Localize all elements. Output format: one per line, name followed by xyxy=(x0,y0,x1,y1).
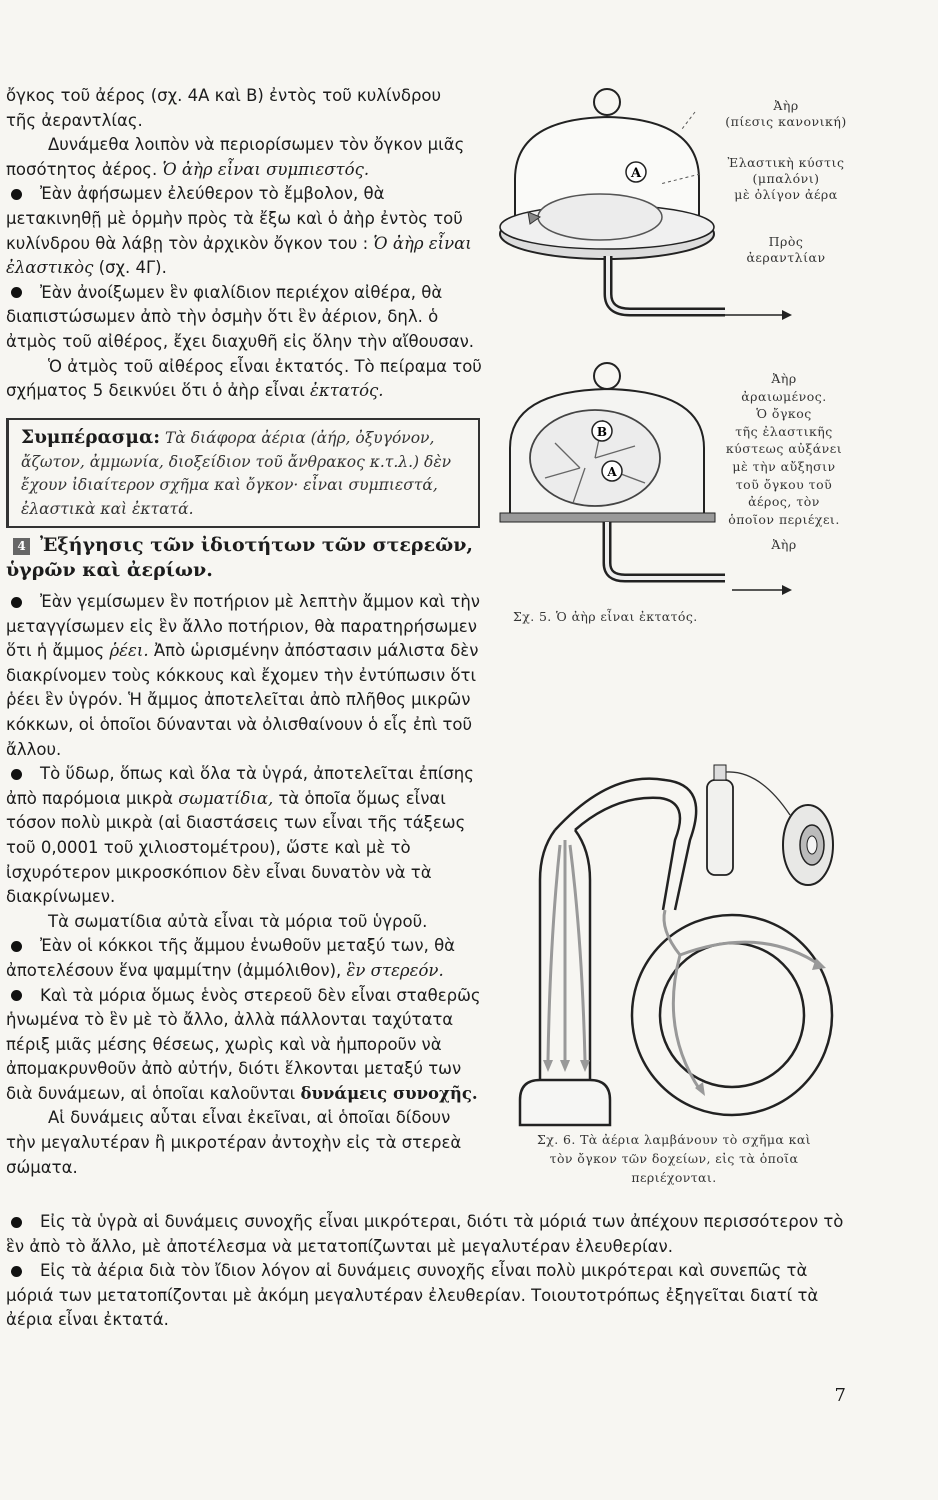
conclusion-heading: Συμπέρασμα: xyxy=(21,427,161,448)
bullet-icon xyxy=(11,769,22,780)
bullet-paragraph: Ἐὰν οἱ κόκκοι τῆς ἄμμου ἑνωθοῦν μεταξύ των, θὰ ἀποτελέσουν ἕνα ψαμμίτην (ἀμμόλιθον), ἓν στερεόν. xyxy=(6,936,456,980)
bullet-icon xyxy=(11,941,22,952)
left-column-bottom xyxy=(6,590,484,1180)
section-title: Ἐξήγησις τῶν ἰδιοτήτων τῶν στερεῶν, ὑγρῶν καὶ ἀερίων. xyxy=(6,534,474,581)
bullet-icon xyxy=(11,189,22,200)
paragraph: Τὰ σωματίδια αὐτὰ εἶναι τὰ μόρια τοῦ ὑγροῦ. xyxy=(48,911,428,931)
figure-marker-a: A xyxy=(630,166,642,181)
section-number: 4 xyxy=(13,538,30,555)
arrow-right-icon xyxy=(732,583,792,597)
left-column-top xyxy=(6,84,482,404)
paragraph: Δυνάμεθα λοιπὸν νὰ περιορίσωμεν τὸν ὄγκον μιᾶς ποσότητος ἀέρος. Ὁ ἀὴρ εἶναι συμπιεστός. xyxy=(6,135,465,179)
bullet-paragraph: Εἰς τὰ ἀέρια διὰ τὸν ἴδιον λόγον αἱ δυνάμεις συνοχῆς εἶναι πολὺ μικρότεραι καὶ συνεπῶς τὰ μόριά των μετατοπίζονται μὲ ἀκόμη μεγαλυτέραν ἐλευθερίαν. Τοιουτοτρόπως ἐξηγεῖται διατί τὰ ἀέρια εἶναι ἐκτατά. xyxy=(6,1261,819,1330)
bullet-icon xyxy=(11,1217,22,1228)
conclusion-box xyxy=(6,418,480,528)
figure-marker-a: A xyxy=(607,465,617,479)
figure-5-bottom-labels: Ἀὴρ ἀραιωμένος. Ὁ ὄγκος τῆς ἐλαστικῆς κύστεως αὐξάνει μὲ τὴν αὔξησιν τοῦ ὄγκου τοῦ ἀέρος, τὸν ὁποῖον περιέχει. Ἀὴρ xyxy=(725,371,843,553)
bullet-icon xyxy=(11,1266,22,1277)
bullet-paragraph: Καὶ τὰ μόρια ὅμως ἑνὸς στερεοῦ δὲν εἶναι σταθερῶς ἡνωμένα τὸ ἓν μὲ τὸ ἄλλο, ἀλλὰ πάλλονται ταχύτατα πέριξ μιᾶς μέσης θέσεως, χωρὶς καὶ νὰ ἠμποροῦν νὰ ἀπομακρυνθοῦν ἀπὸ αὐτήν, διότι ἕλκονται μεταξύ των διὰ δυνάμεων, αἱ ὁποῖαι καλοῦνται δυνάμεις συνοχῆς. xyxy=(6,985,481,1103)
arrow-right-icon xyxy=(722,308,792,322)
paragraph: ὄγκος τοῦ ἀέρος (σχ. 4Α καὶ Β) ἐντὸς τοῦ κυλίνδρου τῆς ἀεραντλίας. xyxy=(6,86,442,130)
bullet-icon xyxy=(11,597,22,608)
bullet-icon xyxy=(11,990,22,1001)
bullet-paragraph: Ἐὰν ἀνοίξωμεν ἓν φιαλίδιον περιέχον αἰθέρα, θὰ διαπιστώσωμεν ἀπὸ τὴν ὀσμὴν ὅτι ἓν ἀέριον, δηλ. ὁ ἀτμὸς τοῦ αἰθέρος, ἔχει διαχυθῆ εἰς ὅλην τὴν αἴθουσαν. xyxy=(6,282,475,351)
figure-6-gas-containers xyxy=(500,760,860,1130)
paragraph: Ὁ ἀτμὸς τοῦ αἰθέρος εἶναι ἐκτατός. Τὸ πείραμα τοῦ σχήματος 5 δεικνύει ὅτι ὁ ἀὴρ εἶναι ἐκτατός. xyxy=(6,356,482,401)
page-number: 7 xyxy=(834,1385,846,1406)
bullet-icon xyxy=(11,287,22,298)
figure-5-top-labels: Ἀὴρ (πίεσις κανονική) Ἐλαστικὴ κύστις (μπαλόνι) μὲ ὀλίγον ἀέρα Πρὸς ἀεραντλίαν xyxy=(725,98,847,265)
conclusion-text: Τὰ διάφορα ἀέρια (ἀήρ, ὀξυγόνον, ἄζωτον, ἀμμωνία, διοξείδιον τοῦ ἄνθρακος κ.τ.λ.) δὲν ἔχουν ἰδιαίτερον σχῆμα καὶ ὄγκον· εἶναι συμπιεστά, ἐλαστικὰ καὶ ἐκτατά. xyxy=(21,429,452,518)
bullet-paragraph: Τὸ ὕδωρ, ὅπως καὶ ὅλα τὰ ὑγρά, ἀποτελεῖται ἐπίσης ἀπὸ παρόμοια μικρὰ σωματίδια, τὰ ὁποῖα ὅμως εἶναι τόσον πολὺ μικρὰ (αἱ διαστάσεις των εἶναι τῆς τάξεως τοῦ 0,0001 τοῦ χιλιοστομέτρου), ὥστε καὶ μὲ τὸ ἰσχυρότερον μικροσκόπιον δὲν εἶναι δυνατὸν νὰ τὰ διακρίνωμεν. xyxy=(6,764,474,907)
section-heading xyxy=(6,533,482,583)
full-width-text xyxy=(6,1210,856,1333)
figure-5-caption: Σχ. 5. Ὁ ἀὴρ εἶναι ἐκτατός. xyxy=(513,609,698,624)
paragraph: Αἱ δυνάμεις αὗται εἶναι ἐκεῖναι, αἱ ὁποῖαι δίδουν τὴν μεγαλυτέραν ἢ μικροτέραν ἀντοχὴν εἰς τὰ στερεὰ σώματα. xyxy=(6,1108,462,1177)
bullet-paragraph: Ἐὰν ἀφήσωμεν ἐλεύθερον τὸ ἔμβολον, θὰ μετακινηθῇ μὲ ὁρμὴν πρὸς τὰ ἔξω καὶ ὁ ἀὴρ ἐντὸς τοῦ κυλίνδρου θὰ λάβῃ τὸν ἀρχικὸν ὄγκον του : Ὁ ἀὴρ εἶναι ἐλαστικὸς (σχ. 4Γ). xyxy=(6,184,472,278)
bullet-paragraph: Εἰς τὰ ὑγρὰ αἱ δυνάμεις συνοχῆς εἶναι μικρότεραι, διότι τὰ μόριά των ἀπέχουν περισσότερον τὸ ἓν ἀπὸ τὸ ἄλλο, μὲ ἀποτέλεσμα νὰ μετατοπίζωνται μὲ μεγαλυτέραν ἐλευθερίαν. xyxy=(6,1212,844,1256)
figure-marker-b: B xyxy=(596,425,608,439)
figure-5-bottom-bell-jar xyxy=(495,358,725,598)
figure-6-caption: Σχ. 6. Τὰ ἀέρια λαμβάνουν τὸ σχῆμα καὶ τὸν ὄγκον τῶν δοχείων, εἰς τὰ ὁποῖα περιέχονται. xyxy=(537,1132,811,1185)
bullet-paragraph: Ἐὰν γεμίσωμεν ἓν ποτήριον μὲ λεπτὴν ἄμμον καὶ τὴν μεταγγίσωμεν εἰς ἓν ἄλλο ποτήριον, θὰ παρατηρήσωμεν ὅτι ἡ ἄμμος ῥέει. Ἀπὸ ὡρισμένην ἀπόστασιν μάλιστα δὲν διακρίνομεν τοὺς κόκκους καὶ ἔχομεν τὴν ἐντύπωσιν ὅτι ῥέει ἓν ὑγρόν. Ἡ ἄμμος ἀποτελεῖται ἀπὸ πλῆθος μικρῶν κόκκων, οἱ ὁποῖοι δύνανται νὰ ὀλισθαίνουν ὁ εἷς ἐπὶ τοῦ ἄλλου. xyxy=(6,592,480,759)
